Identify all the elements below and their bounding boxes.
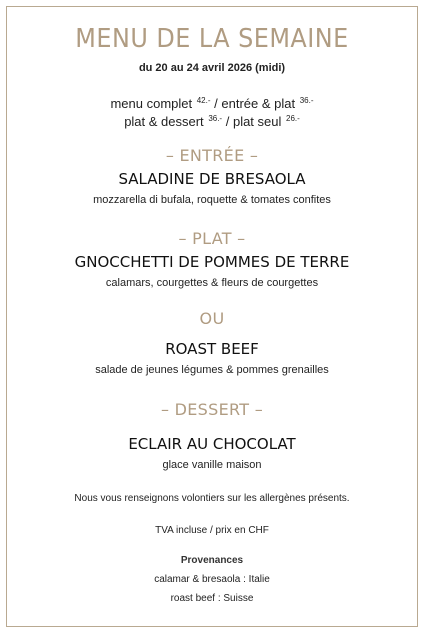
section-heading-plat: – PLAT – [178, 229, 246, 248]
allergen-note: Nous vous renseignons volontiers sur les allergènes présents. [74, 493, 350, 504]
dish-description-dessert: glace vanille maison [162, 459, 262, 471]
price-amount: 36.- [208, 114, 223, 123]
price-amount: 36.- [299, 96, 314, 105]
dish-name-dessert: ECLAIR AU CHOCOLAT [128, 435, 296, 453]
or-separator: OU [199, 309, 225, 328]
provenances-heading: Provenances [180, 555, 244, 566]
section-heading-dessert: – DESSERT – [160, 400, 264, 419]
menu-title: MENU DE LA SEMAINE [75, 24, 349, 54]
provenance-item: calamar & bresaola : Italie [154, 574, 270, 585]
dish-name-plat-alt: ROAST BEEF [165, 340, 259, 358]
price-label: / plat seul [225, 114, 282, 129]
price-line-1 [0, 96, 424, 111]
price-amount: 42.- [196, 96, 211, 105]
price-amount: 26.- [286, 114, 300, 123]
dish-description-plat: calamars, courgettes & fleurs de courgettes [105, 277, 319, 289]
price-line-2 [0, 114, 424, 129]
menu-dates: du 20 au 24 avril 2026 (midi) [138, 62, 286, 74]
dish-name-entree: SALADINE DE BRESAOLA [118, 170, 306, 188]
provenance-item: roast beef : Suisse [170, 593, 254, 604]
section-heading-entree: – ENTRÉE – [165, 146, 259, 165]
price-label: / entrée & plat [214, 96, 296, 111]
tva-note: TVA incluse / prix en CHF [155, 525, 269, 536]
price-label: plat & dessert [124, 114, 204, 129]
dish-description-entree: mozzarella di bufala, roquette & tomates confites [93, 194, 331, 206]
dish-name-plat: GNOCCHETTI DE POMMES DE TERRE [74, 253, 350, 271]
dish-description-plat-alt: salade de jeunes légumes & pommes grenailles [95, 364, 329, 376]
price-label: menu complet [110, 96, 193, 111]
